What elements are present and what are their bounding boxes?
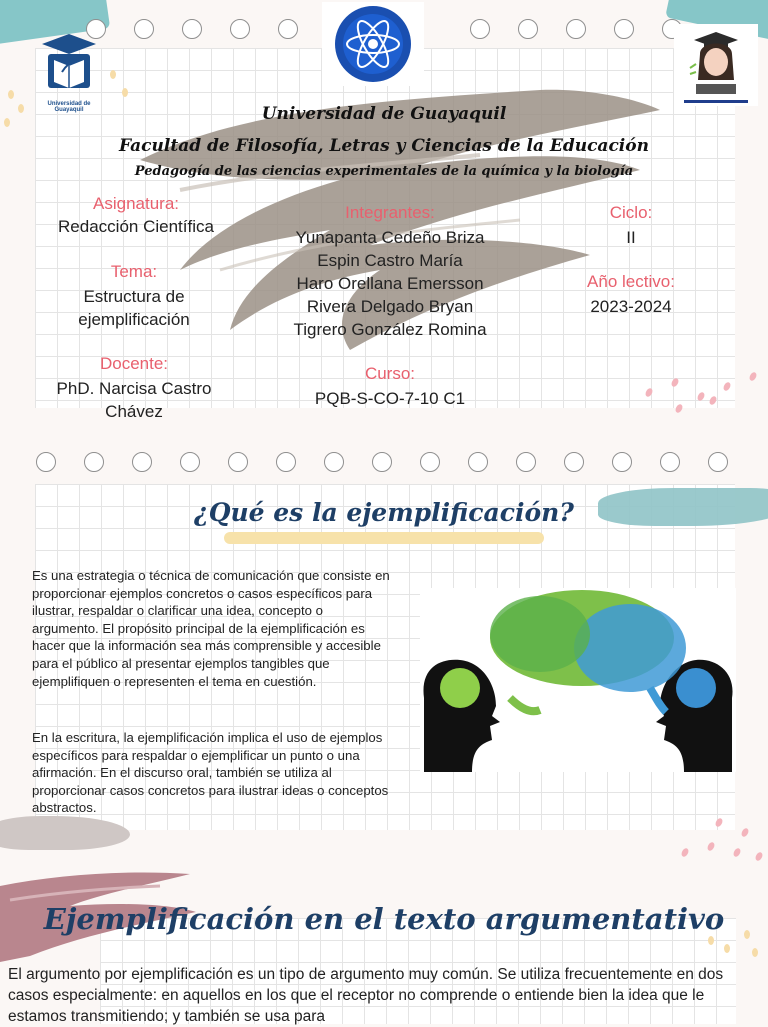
tema-value-line1: Estructura de [83, 287, 185, 306]
anio-value: 2023-2024 [590, 297, 672, 316]
integrante-3: Haro Orellana Emersson [296, 274, 484, 293]
two-heads-speech-icon [420, 588, 736, 772]
integrante-4: Rivera Delgado Bryan [306, 297, 474, 316]
section2-paragraph: El argumento por ejemplificación es un tipo de argumento muy común. Se utiliza frecuentemente en dos casos especialmente: en aquellos en los que el receptor no comprende o entiende bien la idea que le estamos transmitiendo; y también se usa para [8, 966, 724, 1025]
integrante-2: Espin Castro María [317, 251, 463, 270]
faculty-title: Facultad de Filosofía, Letras y Ciencias de la Educación [119, 136, 649, 156]
integrantes-label: Integrantes: [345, 203, 435, 222]
section1-paragraph1: Es una estrategia o técnica de comunicación que consiste en proporcionar ejemplos concretos o casos específicos para ilustrar, respaldar o clarificar una idea, concepto o argumento. El propósito principal de la ejemplificación es hacer que la información sea más comprensible y accesible para el público al presentar ejemplos tangibles que ejemplifiquen o representen el tema en cuestión. [32, 568, 390, 689]
university-logo-caption: Universidad de Guayaquil [47, 101, 91, 113]
student-avatar-icon [674, 24, 758, 106]
university-logo [34, 32, 104, 113]
ciclo-label: Ciclo: [609, 203, 653, 222]
section1-paragraph2: En la escritura, la ejemplificación implica el uso de ejemplos específicos para respaldar o ejemplificar un punto o una afirmación. En el discurso oral, también se utiliza al proporcionar casos concretos para ilustrar ideas o conceptos abstractos. [32, 730, 389, 816]
integrante-1: Yunapanta Cedeño Briza [295, 228, 485, 247]
tema-label: Tema: [110, 262, 158, 281]
tema-value-line2: ejemplificación [78, 310, 190, 329]
section1-title: ¿Qué es la ejemplificación? [194, 498, 574, 527]
university-title: Universidad de Guayaquil [261, 104, 507, 124]
asignatura-label: Asignatura: [93, 194, 179, 213]
program-title: Pedagogía de las ciencias experimentales de la química y la biología [134, 164, 634, 179]
docente-value-line2: Chávez [105, 402, 163, 421]
anio-label: Año lectivo: [587, 272, 675, 291]
student-avatar [674, 24, 758, 106]
ciclo-value: II [626, 228, 636, 247]
curso-label: Curso: [364, 364, 416, 383]
university-logo-icon [34, 32, 104, 96]
integrante-5: Tigrero González Romina [293, 320, 487, 339]
yellow-highlight-stroke [224, 532, 544, 544]
docente-value-line1: PhD. Narcisa Castro [56, 379, 212, 398]
faculty-seal [322, 2, 424, 86]
communication-illustration [420, 588, 736, 772]
docente-label: Docente: [99, 354, 169, 373]
section2-title: Ejemplificación en el texto argumentativo [43, 902, 725, 936]
curso-value: PQB-S-CO-7-10 C1 [314, 389, 466, 408]
asignatura-value: Redacción Científica [58, 217, 214, 236]
atom-seal-icon [322, 2, 424, 86]
